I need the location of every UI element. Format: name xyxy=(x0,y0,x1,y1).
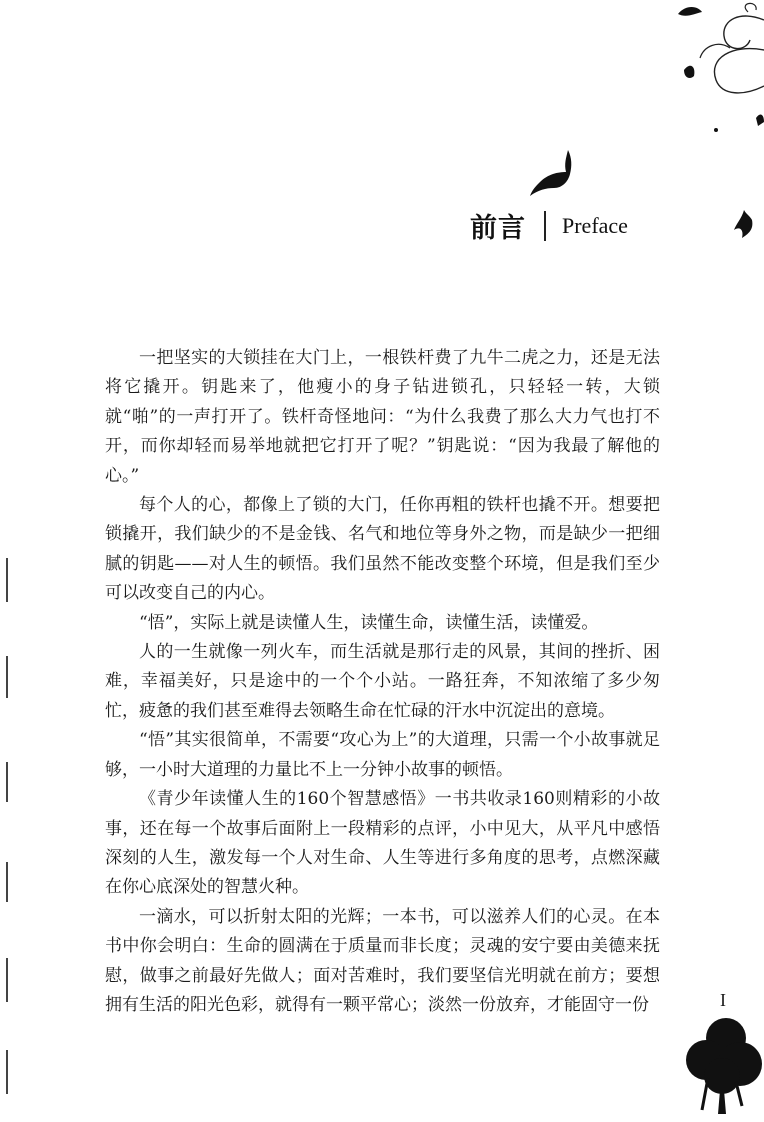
margin-mark xyxy=(6,958,8,1002)
margin-mark xyxy=(6,1050,8,1094)
page-number: I xyxy=(720,990,726,1010)
tree-ornament xyxy=(682,1014,764,1122)
vine-ornament xyxy=(660,0,764,150)
margin-mark xyxy=(6,656,8,698)
paragraph: “悟”，实际上就是读懂人生，读懂生命，读懂生活，读懂爱。 xyxy=(139,612,599,633)
paragraph: 每个人的心，都像上了锁的大门，任你再粗的铁杆也撬不开。想要把锁撬开，我们缺少的不是金钱、名气和地位等身外之物，而是缺少一把细腻的钥匙——对人生的顿悟。我们虽然不能改变整个环境，但是我们至少可以改变自己的内心。 xyxy=(105,495,660,604)
margin-mark xyxy=(6,862,8,902)
preface-body xyxy=(105,344,660,1020)
heading-title-en: Preface xyxy=(562,212,628,238)
heading-title-cn: 前言 xyxy=(470,213,526,244)
bird-icon xyxy=(528,148,574,198)
paragraph: 《青少年读懂人生的160个智慧感悟》一书共收录160则精彩的小故事，还在每一个故事后面附上一段精彩的点评，小中见大，从平凡中感悟深刻的人生，激发每一个人对生命、人生等进行多角度的思考，点燃深藏在你心底深处的智慧火种。 xyxy=(105,789,660,898)
page-heading xyxy=(470,206,628,245)
paragraph: 人的一生就像一列火车，而生活就是那行走的风景，其间的挫折、困难，幸福美好，只是途中的一个个小站。一路狂奔，不知浓缩了多少匆忙，疲惫的我们甚至难得去领略生命在忙碌的汗水中沉淀出的意境。 xyxy=(105,642,660,721)
margin-mark xyxy=(6,558,8,602)
heading-divider xyxy=(544,211,546,241)
paragraph: 一滴水，可以折射太阳的光辉；一本书，可以滋养人们的心灵。在本书中你会明白：生命的圆满在于质量而非长度；灵魂的安宁要由美德来抚慰，做事之前最好先做人；面对苦难时，我们要坚信光明就在前方；要想拥有生活的阳光色彩，就得有一颗平常心；淡然一份放弃，才能固守一份 xyxy=(105,906,660,1015)
margin-mark xyxy=(6,762,8,802)
paragraph: “悟”其实很简单，不需要“攻心为上”的大道理，只需一个小故事就足够，一小时大道理的力量比不上一分钟小故事的顿悟。 xyxy=(105,730,660,780)
bird-icon-right xyxy=(732,208,756,242)
paragraph: 一把坚实的大锁挂在大门上，一根铁杆费了九牛二虎之力，还是无法将它撬开。钥匙来了，他瘦小的身子钻进锁孔，只轻轻一转，大锁就“啪”的一声打开了。铁杆奇怪地问：“为什么我费了那么大力气也打不开，而你却轻而易举地就把它打开了呢？”钥匙说：“因为我最了解他的心。” xyxy=(105,348,660,486)
